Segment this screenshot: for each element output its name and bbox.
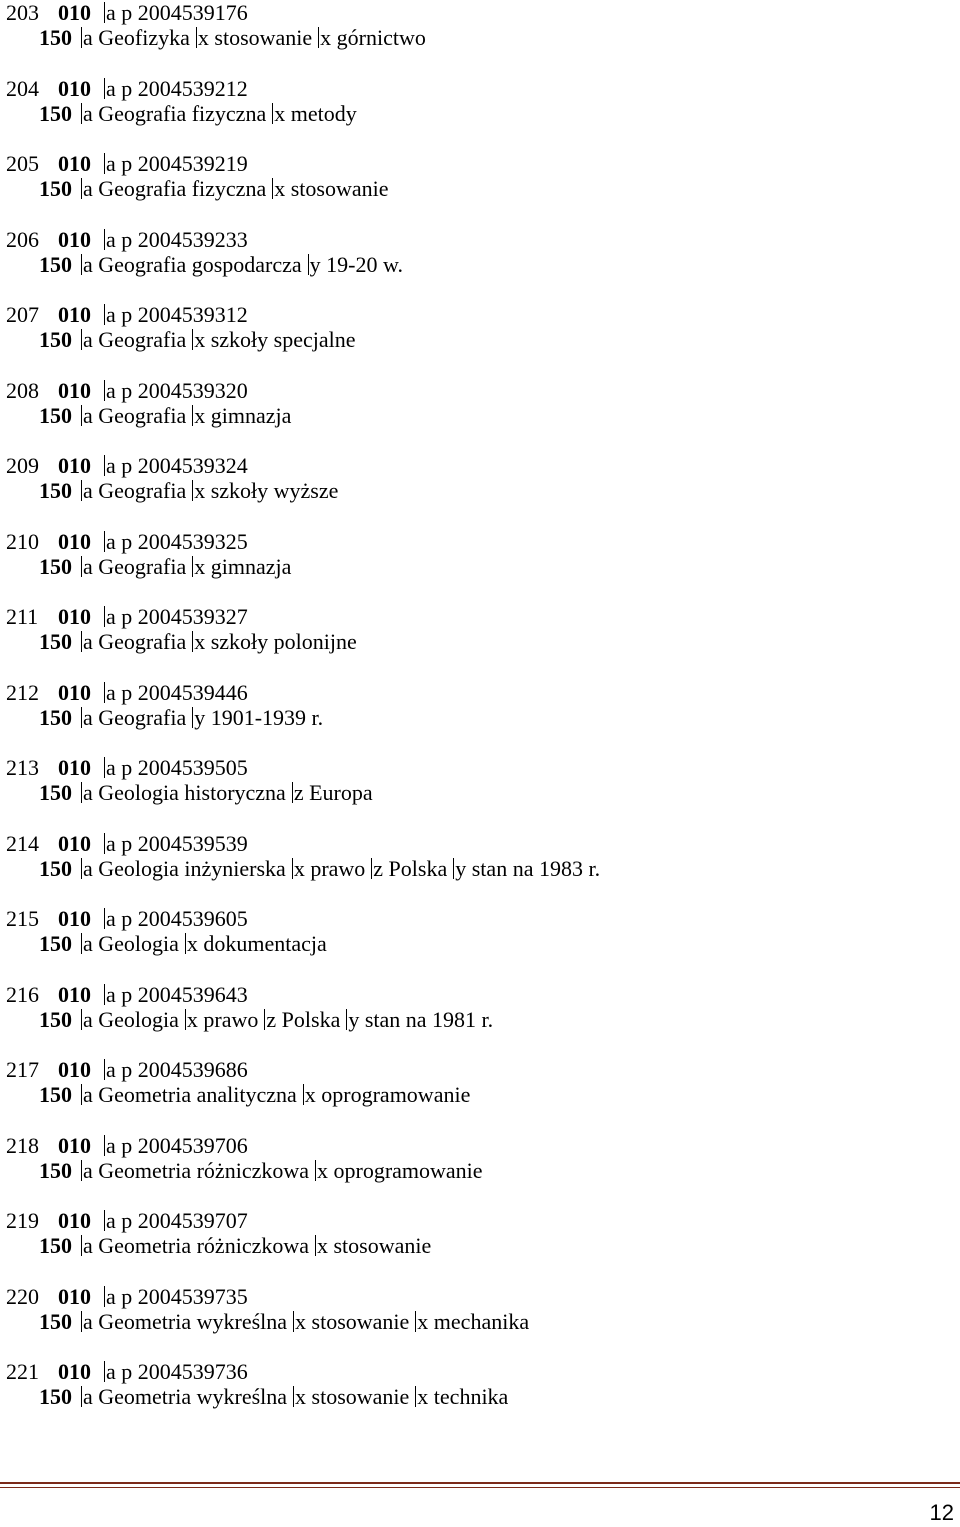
record bbox=[6, 906, 946, 982]
record-number: 211 bbox=[6, 604, 39, 629]
record-number: 208 bbox=[6, 377, 39, 403]
record-identifier: a p 2004539539 bbox=[106, 830, 248, 856]
subject-heading-line bbox=[6, 931, 327, 957]
subfield-text: y stan na 1983 r. bbox=[455, 855, 601, 881]
record-number: 216 bbox=[6, 981, 39, 1007]
record-identifier: a p 2004539233 bbox=[106, 226, 248, 252]
subfield-delimiter bbox=[81, 405, 82, 426]
subfield-delimiter bbox=[81, 329, 82, 350]
subject-heading-line bbox=[6, 1384, 508, 1410]
field-tag-150: 150 bbox=[39, 478, 72, 503]
subfield-text: x szkoły specjalne bbox=[194, 327, 356, 352]
subfield-delimiter bbox=[104, 78, 105, 99]
record bbox=[6, 1284, 946, 1360]
field-tag-150: 150 bbox=[39, 176, 72, 201]
record-list bbox=[6, 0, 946, 1435]
subfield bbox=[81, 25, 190, 50]
subfield-delimiter bbox=[104, 531, 105, 552]
subfield-text: y 1901-1939 r. bbox=[194, 704, 324, 730]
record-id-line bbox=[6, 831, 248, 857]
field-tag-010: 010 bbox=[58, 1359, 91, 1384]
subfield-delimiter bbox=[81, 1009, 82, 1030]
subfield-delimiter bbox=[315, 1235, 316, 1256]
record-identifier: a p 2004539446 bbox=[106, 679, 248, 705]
subfield-delimiter bbox=[81, 933, 82, 954]
subfield-text: x prawo bbox=[293, 855, 366, 881]
field-tag-150: 150 bbox=[39, 251, 72, 277]
record-identifier: a p 2004539505 bbox=[106, 755, 248, 780]
subfield bbox=[81, 1233, 309, 1258]
subfield bbox=[81, 554, 186, 579]
record-number: 221 bbox=[6, 1359, 39, 1384]
record-id-line bbox=[6, 604, 248, 630]
subfield bbox=[81, 856, 286, 881]
subfield-delimiter bbox=[104, 153, 105, 174]
subfield-delimiter bbox=[81, 1235, 82, 1256]
subfield bbox=[293, 1384, 409, 1409]
record-identifier: a p 2004539643 bbox=[106, 981, 248, 1007]
record-identifier: a p 2004539706 bbox=[106, 1132, 248, 1158]
record-identifier: a p 2004539735 bbox=[106, 1283, 248, 1309]
record-id-line bbox=[6, 1057, 248, 1083]
subfield-delimiter bbox=[292, 858, 293, 879]
subject-heading-line bbox=[6, 252, 403, 278]
subfield-text: a Geologia bbox=[83, 1006, 179, 1032]
subfield bbox=[318, 25, 426, 50]
record-identifier: a p 2004539324 bbox=[106, 453, 248, 478]
subfield bbox=[346, 1007, 493, 1032]
subfield-delimiter bbox=[104, 757, 105, 778]
record-number: 214 bbox=[6, 830, 39, 856]
subfield-delimiter bbox=[308, 254, 309, 275]
footer-rule bbox=[0, 1482, 960, 1488]
subfield-text: x szkoły polonijne bbox=[194, 629, 357, 654]
subfield bbox=[264, 1007, 340, 1032]
field-tag-150: 150 bbox=[39, 402, 72, 428]
subfield-delimiter bbox=[104, 380, 105, 401]
record bbox=[6, 529, 946, 605]
record-identifier: a p 2004539312 bbox=[106, 302, 248, 327]
subfield-delimiter bbox=[293, 1311, 294, 1332]
subfield-delimiter bbox=[303, 1084, 304, 1105]
subfield-text: y stan na 1981 r. bbox=[348, 1006, 494, 1032]
field-tag-150: 150 bbox=[39, 553, 72, 579]
subfield-delimiter bbox=[81, 782, 82, 803]
record-id-line bbox=[6, 680, 248, 706]
subfield-delimiter bbox=[104, 455, 105, 476]
subfield-delimiter bbox=[196, 27, 197, 48]
subfield-text: a Geologia inżynierska bbox=[83, 855, 286, 881]
field-tag-010: 010 bbox=[58, 1057, 91, 1082]
subject-heading-line bbox=[6, 1082, 470, 1108]
subfield-text: x stosowanie bbox=[295, 1384, 410, 1409]
field-tag-150: 150 bbox=[39, 1384, 72, 1409]
subfield bbox=[272, 101, 357, 126]
record-id-line bbox=[6, 1133, 248, 1159]
subfield-delimiter bbox=[81, 1160, 82, 1181]
record-id-line bbox=[6, 1359, 248, 1385]
field-tag-010: 010 bbox=[58, 604, 91, 629]
subfield bbox=[81, 705, 186, 730]
record-identifier: a p 2004539707 bbox=[106, 1208, 248, 1233]
subject-heading-line bbox=[6, 403, 291, 429]
subfield bbox=[81, 1082, 297, 1107]
subfield-text: x metody bbox=[274, 100, 357, 126]
field-tag-010: 010 bbox=[58, 75, 91, 101]
subfield-delimiter bbox=[104, 606, 105, 627]
subfield-text: a Geofizyka bbox=[83, 25, 190, 50]
record-number: 203 bbox=[6, 0, 39, 25]
record-id-line bbox=[6, 151, 248, 177]
subfield-delimiter bbox=[185, 1009, 186, 1030]
field-tag-150: 150 bbox=[39, 931, 72, 956]
field-tag-150: 150 bbox=[39, 704, 72, 730]
record-identifier: a p 2004539176 bbox=[106, 0, 248, 25]
subfield bbox=[272, 176, 388, 201]
field-tag-010: 010 bbox=[58, 830, 91, 856]
subfield-text: a Geografia fizyczna bbox=[83, 100, 267, 126]
record bbox=[6, 151, 946, 227]
subfield-delimiter bbox=[104, 304, 105, 325]
subfield-delimiter bbox=[81, 480, 82, 501]
record bbox=[6, 227, 946, 303]
record-identifier: a p 2004539605 bbox=[106, 906, 248, 931]
field-tag-010: 010 bbox=[58, 302, 91, 327]
record bbox=[6, 378, 946, 454]
field-tag-150: 150 bbox=[39, 780, 72, 805]
subfield-text: a Geologia historyczna bbox=[83, 780, 286, 805]
subfield bbox=[81, 327, 186, 352]
field-tag-010: 010 bbox=[58, 377, 91, 403]
subfield bbox=[81, 403, 186, 428]
subfield bbox=[303, 1082, 471, 1107]
subfield-delimiter bbox=[104, 1286, 105, 1307]
subfield-delimiter bbox=[104, 1059, 105, 1080]
record-number: 212 bbox=[6, 679, 39, 705]
subfield bbox=[81, 1384, 287, 1409]
subfield-delimiter bbox=[185, 933, 186, 954]
record-number: 204 bbox=[6, 75, 39, 101]
record-id-line bbox=[6, 755, 248, 781]
field-tag-150: 150 bbox=[39, 1082, 72, 1107]
subfield-text: a Geometria wykreślna bbox=[83, 1384, 288, 1409]
record-identifier: a p 2004539212 bbox=[106, 75, 248, 101]
subfield-text: z Polska bbox=[266, 1006, 341, 1032]
record-id-line bbox=[6, 529, 248, 555]
subfield-text: x szkoły wyższe bbox=[194, 478, 339, 503]
record bbox=[6, 755, 946, 831]
subfield-delimiter bbox=[318, 27, 319, 48]
field-tag-150: 150 bbox=[39, 327, 72, 352]
subfield-text: a Geografia fizyczna bbox=[83, 176, 267, 201]
field-tag-150: 150 bbox=[39, 1233, 72, 1258]
subfield bbox=[292, 856, 365, 881]
subject-heading-line bbox=[6, 1233, 431, 1259]
field-tag-010: 010 bbox=[58, 453, 91, 478]
subfield-delimiter bbox=[81, 178, 82, 199]
subfield-delimiter bbox=[293, 1386, 294, 1407]
subfield-delimiter bbox=[315, 1160, 316, 1181]
subfield-text: a Geografia bbox=[83, 629, 187, 654]
subfield-text: a Geografia bbox=[83, 327, 187, 352]
subfield-text: a Geologia bbox=[83, 931, 179, 956]
subfield-text: x gimnazja bbox=[194, 553, 292, 579]
subfield bbox=[185, 931, 327, 956]
subfield bbox=[81, 478, 186, 503]
subfield-text: a Geometria analityczna bbox=[83, 1082, 297, 1107]
record-id-line bbox=[6, 76, 248, 102]
field-tag-010: 010 bbox=[58, 226, 91, 252]
subfield-text: a Geometria różniczkowa bbox=[83, 1157, 309, 1183]
field-tag-150: 150 bbox=[39, 855, 72, 881]
field-tag-010: 010 bbox=[58, 1132, 91, 1158]
field-tag-150: 150 bbox=[39, 1308, 72, 1334]
subject-heading-line bbox=[6, 856, 600, 882]
record-id-line bbox=[6, 982, 248, 1008]
field-tag-150: 150 bbox=[39, 25, 72, 50]
subfield bbox=[192, 629, 357, 654]
subfield-text: x oprogramowanie bbox=[317, 1157, 483, 1183]
subfield bbox=[81, 629, 186, 654]
record-identifier: a p 2004539325 bbox=[106, 528, 248, 554]
field-tag-010: 010 bbox=[58, 528, 91, 554]
subfield bbox=[315, 1233, 431, 1258]
subfield-delimiter bbox=[104, 908, 105, 929]
record-number: 209 bbox=[6, 453, 39, 478]
record-number: 207 bbox=[6, 302, 39, 327]
record-id-line bbox=[6, 1284, 248, 1310]
subfield-text: x dokumentacja bbox=[186, 931, 327, 956]
field-tag-010: 010 bbox=[58, 1283, 91, 1309]
subfield-text: x prawo bbox=[186, 1006, 259, 1032]
record bbox=[6, 453, 946, 529]
subfield-delimiter bbox=[81, 103, 82, 124]
subfield bbox=[453, 856, 600, 881]
subject-heading-line bbox=[6, 478, 338, 504]
subject-heading-line bbox=[6, 629, 357, 655]
subfield-text: x stosowanie bbox=[274, 176, 389, 201]
subject-heading-line bbox=[6, 1007, 493, 1033]
field-tag-010: 010 bbox=[58, 679, 91, 705]
subfield bbox=[192, 327, 355, 352]
subject-heading-line bbox=[6, 101, 357, 127]
record-number: 215 bbox=[6, 906, 39, 931]
subfield-text: a Geografia gospodarcza bbox=[83, 251, 302, 277]
subfield-text: a Geografia bbox=[83, 704, 187, 730]
subfield-delimiter bbox=[104, 229, 105, 250]
field-tag-150: 150 bbox=[39, 100, 72, 126]
subfield-text: x stosowanie bbox=[197, 25, 313, 50]
subfield bbox=[81, 780, 286, 805]
record bbox=[6, 0, 946, 76]
field-tag-150: 150 bbox=[39, 629, 72, 654]
subfield-text: x stosowanie bbox=[295, 1308, 410, 1334]
record-number: 219 bbox=[6, 1208, 39, 1233]
subfield-text: z Europa bbox=[293, 780, 373, 805]
subfield-text: a Geografia bbox=[83, 553, 187, 579]
subfield bbox=[81, 1007, 179, 1032]
subfield-text: a Geometria wykreślna bbox=[83, 1308, 288, 1334]
subject-heading-line bbox=[6, 176, 388, 202]
subfield bbox=[196, 25, 312, 50]
record-number: 220 bbox=[6, 1283, 39, 1309]
record bbox=[6, 1133, 946, 1209]
subfield-delimiter bbox=[104, 2, 105, 23]
subfield-delimiter bbox=[81, 27, 82, 48]
record-number: 217 bbox=[6, 1057, 39, 1082]
page-number: 12 bbox=[929, 1500, 954, 1525]
subfield bbox=[81, 252, 302, 277]
record-id-line bbox=[6, 227, 248, 253]
subfield bbox=[292, 780, 373, 805]
record-identifier: a p 2004539327 bbox=[106, 604, 248, 629]
record-id-line bbox=[6, 1208, 248, 1234]
record-number: 213 bbox=[6, 755, 39, 780]
record-id-line bbox=[6, 378, 248, 404]
subfield-text: x stosowanie bbox=[317, 1233, 432, 1258]
subject-heading-line bbox=[6, 327, 356, 353]
subfield-delimiter bbox=[81, 556, 82, 577]
record bbox=[6, 831, 946, 907]
field-tag-010: 010 bbox=[58, 1208, 91, 1233]
subfield-text: a Geografia bbox=[83, 402, 187, 428]
subject-heading-line bbox=[6, 705, 323, 731]
subfield bbox=[192, 705, 323, 730]
subfield-text: x gimnazja bbox=[194, 402, 292, 428]
subfield-text: x oprogramowanie bbox=[304, 1082, 471, 1107]
subject-heading-line bbox=[6, 1309, 529, 1335]
subfield bbox=[315, 1158, 483, 1183]
subfield-text: a Geografia bbox=[83, 478, 187, 503]
record-identifier: a p 2004539219 bbox=[106, 151, 248, 176]
record bbox=[6, 982, 946, 1058]
record bbox=[6, 1359, 946, 1435]
subfield bbox=[308, 252, 403, 277]
record-number: 218 bbox=[6, 1132, 39, 1158]
subfield bbox=[81, 101, 266, 126]
subject-heading-line bbox=[6, 780, 373, 806]
subfield-delimiter bbox=[104, 1135, 105, 1156]
subfield-delimiter bbox=[104, 1210, 105, 1231]
subfield-delimiter bbox=[81, 631, 82, 652]
record bbox=[6, 1208, 946, 1284]
record-identifier: a p 2004539686 bbox=[106, 1057, 248, 1082]
subject-heading-line bbox=[6, 25, 426, 51]
record-number: 206 bbox=[6, 226, 39, 252]
record bbox=[6, 76, 946, 152]
record bbox=[6, 604, 946, 680]
subfield-text: y 19-20 w. bbox=[309, 251, 403, 277]
subject-heading-line bbox=[6, 1158, 483, 1184]
subject-heading-line bbox=[6, 554, 291, 580]
subfield-delimiter bbox=[81, 1084, 82, 1105]
record-identifier: a p 2004539736 bbox=[106, 1359, 248, 1384]
field-tag-010: 010 bbox=[58, 755, 91, 780]
subfield-text: x mechanika bbox=[417, 1308, 530, 1334]
subfield-text: x technika bbox=[417, 1384, 509, 1409]
subfield-delimiter bbox=[81, 707, 82, 728]
record-id-line bbox=[6, 0, 248, 26]
subfield bbox=[81, 1309, 287, 1334]
subfield bbox=[293, 1309, 409, 1334]
field-tag-010: 010 bbox=[58, 0, 91, 25]
field-tag-010: 010 bbox=[58, 151, 91, 176]
subfield-delimiter bbox=[104, 984, 105, 1005]
record-identifier: a p 2004539320 bbox=[106, 377, 248, 403]
subfield bbox=[81, 1158, 309, 1183]
subfield-delimiter bbox=[104, 1361, 105, 1382]
record-number: 205 bbox=[6, 151, 39, 176]
subfield-delimiter bbox=[81, 254, 82, 275]
record bbox=[6, 680, 946, 756]
subfield bbox=[192, 478, 338, 503]
field-tag-150: 150 bbox=[39, 1157, 72, 1183]
subfield-text: x górnictwo bbox=[320, 25, 426, 50]
subfield bbox=[192, 554, 291, 579]
record-number: 210 bbox=[6, 528, 39, 554]
record-id-line bbox=[6, 906, 248, 932]
subfield-delimiter bbox=[81, 858, 82, 879]
subfield-text: z Polska bbox=[373, 855, 448, 881]
subfield bbox=[81, 176, 266, 201]
record bbox=[6, 302, 946, 378]
subfield bbox=[192, 403, 291, 428]
subfield bbox=[415, 1384, 508, 1409]
record-id-line bbox=[6, 453, 248, 479]
subfield-delimiter bbox=[81, 1386, 82, 1407]
record bbox=[6, 1057, 946, 1133]
subfield bbox=[185, 1007, 258, 1032]
subfield-delimiter bbox=[104, 682, 105, 703]
subfield-delimiter bbox=[292, 782, 293, 803]
subfield bbox=[415, 1309, 529, 1334]
subfield bbox=[371, 856, 447, 881]
field-tag-010: 010 bbox=[58, 981, 91, 1007]
field-tag-010: 010 bbox=[58, 906, 91, 931]
subfield-delimiter bbox=[81, 1311, 82, 1332]
subfield-text: a Geometria różniczkowa bbox=[83, 1233, 309, 1258]
subfield bbox=[81, 931, 179, 956]
record-id-line bbox=[6, 302, 248, 328]
field-tag-150: 150 bbox=[39, 1006, 72, 1032]
subfield-delimiter bbox=[104, 833, 105, 854]
